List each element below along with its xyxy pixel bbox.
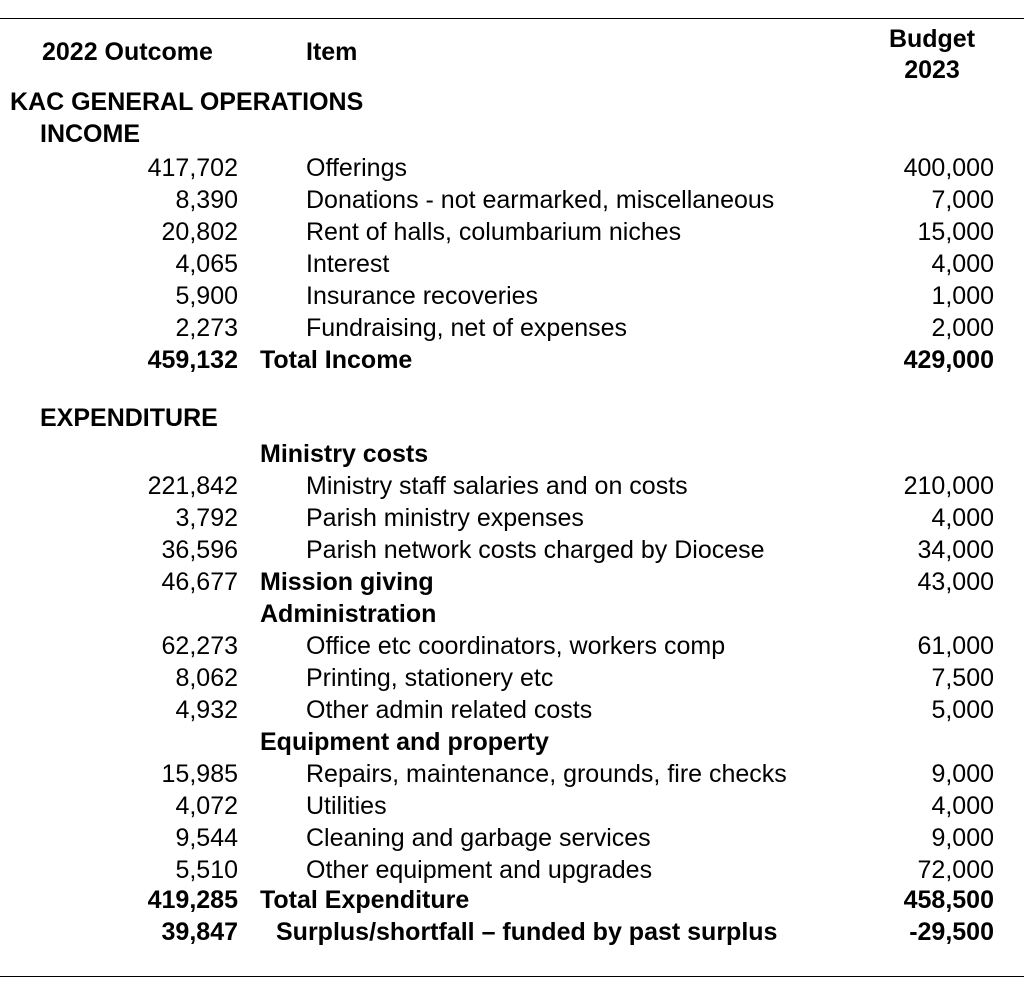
section-kac-general-operations: KAC GENERAL OPERATIONS bbox=[10, 88, 364, 116]
section-income: INCOME bbox=[40, 120, 140, 148]
header-item: Item bbox=[306, 38, 358, 66]
equipment-property-heading bbox=[0, 726, 1024, 758]
outcome-value: 2,273 bbox=[175, 314, 238, 342]
income-row-insurance bbox=[0, 280, 1024, 312]
subheading-label: Ministry costs bbox=[260, 440, 429, 468]
budget-value: 4,000 bbox=[931, 792, 994, 820]
outcome-value: 39,847 bbox=[161, 918, 238, 946]
item-label: Insurance recoveries bbox=[306, 282, 539, 310]
budget-value: 429,000 bbox=[903, 346, 994, 374]
item-label: Other equipment and upgrades bbox=[306, 856, 653, 884]
expense-row-cleaning bbox=[0, 822, 1024, 854]
total-expenditure-row bbox=[0, 884, 1024, 916]
bottom-rule bbox=[0, 976, 1024, 977]
expense-row-repairs bbox=[0, 758, 1024, 790]
budget-value: -29,500 bbox=[909, 918, 994, 946]
subheading-label: Equipment and property bbox=[260, 728, 549, 756]
outcome-value: 459,132 bbox=[147, 346, 238, 374]
item-label: Printing, stationery etc bbox=[306, 664, 554, 692]
expense-row-other-equipment bbox=[0, 854, 1024, 886]
mission-giving-row bbox=[0, 566, 1024, 598]
expense-row-parish-ministry bbox=[0, 502, 1024, 534]
outcome-value: 4,072 bbox=[175, 792, 238, 820]
header-budget-line2: 2023 bbox=[904, 56, 960, 84]
outcome-value: 3,792 bbox=[175, 504, 238, 532]
section-expenditure: EXPENDITURE bbox=[40, 404, 218, 432]
item-label: Interest bbox=[306, 250, 390, 278]
outcome-value: 36,596 bbox=[161, 536, 238, 564]
income-row-offerings bbox=[0, 152, 1024, 184]
budget-value: 61,000 bbox=[917, 632, 994, 660]
budget-value: 7,500 bbox=[931, 664, 994, 692]
budget-value: 72,000 bbox=[917, 856, 994, 884]
budget-value: 400,000 bbox=[903, 154, 994, 182]
outcome-value: 8,062 bbox=[175, 664, 238, 692]
outcome-value: 221,842 bbox=[147, 472, 238, 500]
item-label: Ministry staff salaries and on costs bbox=[306, 472, 688, 500]
header-budget-line1: Budget bbox=[888, 25, 976, 53]
budget-value: 458,500 bbox=[903, 886, 994, 914]
outcome-value: 20,802 bbox=[161, 218, 238, 246]
budget-value: 5,000 bbox=[931, 696, 994, 724]
item-label: Fundraising, net of expenses bbox=[306, 314, 628, 342]
income-row-donations bbox=[0, 184, 1024, 216]
top-rule bbox=[0, 18, 1024, 19]
item-label: Other admin related costs bbox=[306, 696, 593, 724]
item-label: Total Expenditure bbox=[260, 886, 470, 914]
expense-row-other-admin bbox=[0, 694, 1024, 726]
expense-row-ministry-salaries bbox=[0, 470, 1024, 502]
ministry-costs-heading bbox=[0, 438, 1024, 470]
expense-row-utilities bbox=[0, 790, 1024, 822]
outcome-value: 9,544 bbox=[175, 824, 238, 852]
budget-value: 7,000 bbox=[931, 186, 994, 214]
item-label: Parish ministry expenses bbox=[306, 504, 584, 532]
expense-row-parish-network bbox=[0, 534, 1024, 566]
budget-value: 4,000 bbox=[931, 504, 994, 532]
budget-value: 2,000 bbox=[931, 314, 994, 342]
item-label: Rent of halls, columbarium niches bbox=[306, 218, 682, 246]
outcome-value: 62,273 bbox=[161, 632, 238, 660]
budget-value: 4,000 bbox=[931, 250, 994, 278]
budget-value: 34,000 bbox=[917, 536, 994, 564]
item-label: Repairs, maintenance, grounds, fire checks bbox=[306, 760, 787, 788]
budget-value: 9,000 bbox=[931, 824, 994, 852]
budget-value: 9,000 bbox=[931, 760, 994, 788]
outcome-value: 4,932 bbox=[175, 696, 238, 724]
outcome-value: 15,985 bbox=[161, 760, 238, 788]
header-budget-2023 bbox=[880, 24, 984, 86]
surplus-shortfall-row bbox=[0, 916, 1024, 948]
outcome-value: 46,677 bbox=[161, 568, 238, 596]
header-2022-outcome: 2022 Outcome bbox=[42, 38, 213, 66]
expense-row-printing bbox=[0, 662, 1024, 694]
outcome-value: 4,065 bbox=[175, 250, 238, 278]
outcome-value: 5,510 bbox=[175, 856, 238, 884]
item-label: Utilities bbox=[306, 792, 387, 820]
outcome-value: 5,900 bbox=[175, 282, 238, 310]
income-row-fundraising bbox=[0, 312, 1024, 344]
expense-row-office bbox=[0, 630, 1024, 662]
budget-value: 1,000 bbox=[931, 282, 994, 310]
budget-value: 15,000 bbox=[917, 218, 994, 246]
total-income-row bbox=[0, 344, 1024, 376]
income-row-rent bbox=[0, 216, 1024, 248]
item-label: Parish network costs charged by Diocese bbox=[306, 536, 765, 564]
outcome-value: 417,702 bbox=[147, 154, 238, 182]
item-label: Total Income bbox=[260, 346, 413, 374]
income-row-interest bbox=[0, 248, 1024, 280]
item-label: Mission giving bbox=[260, 568, 434, 596]
item-label: Cleaning and garbage services bbox=[306, 824, 651, 852]
outcome-value: 419,285 bbox=[147, 886, 238, 914]
outcome-value: 8,390 bbox=[175, 186, 238, 214]
subheading-label: Administration bbox=[260, 600, 437, 628]
item-label: Surplus/shortfall – funded by past surplus bbox=[276, 918, 778, 946]
administration-heading bbox=[0, 598, 1024, 630]
budget-value: 210,000 bbox=[903, 472, 994, 500]
item-label: Offerings bbox=[306, 154, 407, 182]
item-label: Donations - not earmarked, miscellaneous bbox=[306, 186, 775, 214]
item-label: Office etc coordinators, workers comp bbox=[306, 632, 726, 660]
budget-value: 43,000 bbox=[917, 568, 994, 596]
